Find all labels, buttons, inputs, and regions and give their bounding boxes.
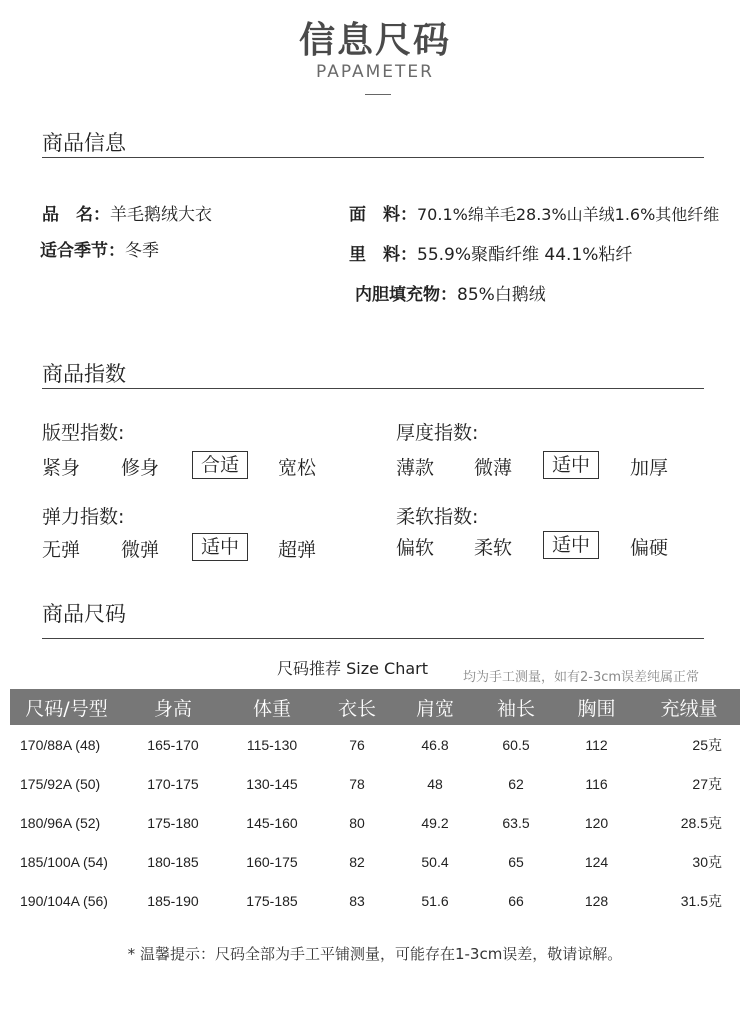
header-size: 尺码/号型 bbox=[10, 689, 123, 725]
table-cell: 120 bbox=[584, 814, 609, 831]
section-divider-size bbox=[42, 638, 704, 639]
table-cell: 130-145 bbox=[246, 775, 298, 792]
table-cell: 116 bbox=[585, 775, 608, 792]
fit-option: 宽松 bbox=[278, 457, 317, 479]
info-fabric-label: 面 料： bbox=[349, 205, 417, 225]
table-cell: 51.6 bbox=[421, 893, 449, 910]
table-row bbox=[10, 764, 740, 803]
header-shoulder: 肩宽 bbox=[393, 689, 477, 725]
table-cell: 83 bbox=[349, 893, 365, 910]
page-title: 信息尺码 bbox=[298, 20, 451, 61]
section-title-size: 商品尺码 bbox=[42, 602, 126, 626]
info-name-value: 羊毛鹅绒大衣 bbox=[110, 205, 212, 225]
table-cell: 63.5 bbox=[502, 814, 530, 831]
softness-option-selected: 适中 bbox=[543, 531, 599, 559]
section-title-product-info: 商品信息 bbox=[42, 131, 126, 155]
table-cell: 50.4 bbox=[421, 854, 449, 871]
fit-option-selected: 合适 bbox=[192, 451, 248, 479]
table-cell: 185-190 bbox=[147, 893, 199, 910]
section-divider-product-index bbox=[42, 388, 704, 389]
thickness-option: 薄款 bbox=[396, 457, 435, 479]
thickness-option: 加厚 bbox=[630, 457, 669, 479]
softness-option: 偏硬 bbox=[630, 537, 669, 559]
table-row bbox=[10, 803, 740, 842]
table-cell: 175/92A (50) bbox=[20, 775, 101, 792]
section-divider-product-info bbox=[42, 157, 704, 158]
table-row bbox=[10, 725, 740, 764]
table-cell: 82 bbox=[349, 854, 365, 871]
table-cell: 124 bbox=[584, 854, 609, 871]
index-title-softness: 柔软指数: bbox=[396, 506, 479, 528]
header-length: 衣长 bbox=[321, 689, 393, 725]
table-cell: 115-130 bbox=[246, 736, 298, 753]
table-cell: 112 bbox=[585, 736, 608, 753]
info-fabric-value: 70.1%绵羊毛28.3%山羊绒1.6%其他纤维 bbox=[417, 205, 720, 224]
thickness-option: 微薄 bbox=[474, 457, 513, 479]
table-cell: 80 bbox=[349, 814, 365, 831]
fit-option: 修身 bbox=[121, 457, 160, 479]
table-cell: 175-185 bbox=[246, 893, 298, 910]
elasticity-option-selected: 适中 bbox=[192, 533, 248, 561]
info-filling bbox=[355, 280, 546, 305]
size-table-header-row bbox=[10, 689, 740, 725]
table-cell: 76 bbox=[349, 736, 365, 753]
header-down-fill: 充绒量 bbox=[638, 689, 740, 725]
size-table bbox=[10, 689, 740, 921]
table-cell: 30克 bbox=[692, 854, 722, 871]
footnote-tip: * 温馨提示：尺码全部为手工平铺测量，可能存在1-3cm误差，敬请谅解。 bbox=[127, 945, 623, 963]
thickness-option-selected: 适中 bbox=[543, 451, 599, 479]
elasticity-option: 无弹 bbox=[42, 539, 81, 561]
info-filling-value: 85%白鹅绒 bbox=[457, 285, 546, 305]
info-season-value: 冬季 bbox=[125, 241, 159, 261]
softness-option: 偏软 bbox=[396, 537, 435, 559]
info-lining bbox=[349, 240, 632, 265]
header-chest: 胸围 bbox=[555, 689, 638, 725]
table-cell: 160-175 bbox=[246, 854, 298, 871]
table-cell: 48 bbox=[427, 775, 443, 792]
header-weight: 体重 bbox=[223, 689, 321, 725]
info-name bbox=[42, 200, 212, 225]
table-cell: 170/88A (48) bbox=[20, 736, 101, 753]
table-cell: 46.8 bbox=[421, 736, 449, 753]
table-cell: 49.2 bbox=[421, 814, 449, 831]
size-chart-caption: 尺码推荐 Size Chart bbox=[277, 659, 428, 678]
table-cell: 175-180 bbox=[147, 814, 199, 831]
index-title-elasticity: 弹力指数: bbox=[42, 506, 125, 528]
info-lining-value: 55.9%聚酯纤维 44.1%粘纤 bbox=[417, 245, 633, 265]
index-title-fit: 版型指数: bbox=[42, 422, 125, 444]
measure-note: 均为手工测量，如有2-3cm误差纯属正常 bbox=[463, 670, 700, 685]
table-cell: 60.5 bbox=[502, 736, 530, 753]
fit-option: 紧身 bbox=[42, 457, 81, 479]
table-cell: 62 bbox=[508, 775, 524, 792]
table-cell: 180-185 bbox=[147, 854, 199, 871]
index-title-thickness: 厚度指数: bbox=[396, 422, 479, 444]
table-cell: 128 bbox=[584, 893, 609, 910]
table-cell: 170-175 bbox=[147, 775, 199, 792]
header-height: 身高 bbox=[123, 689, 223, 725]
info-fabric bbox=[349, 200, 719, 225]
table-cell: 190/104A (56) bbox=[20, 893, 108, 910]
table-cell: 78 bbox=[349, 775, 365, 792]
info-season bbox=[40, 236, 159, 261]
softness-option: 柔软 bbox=[474, 537, 513, 559]
table-cell: 180/96A (52) bbox=[20, 814, 101, 831]
page-subtitle: PAPAMETER bbox=[316, 62, 434, 82]
section-title-product-index: 商品指数 bbox=[42, 362, 126, 386]
info-season-label: 适合季节： bbox=[40, 241, 125, 261]
info-filling-label: 内胆填充物： bbox=[355, 285, 457, 305]
elasticity-option: 微弹 bbox=[121, 539, 160, 561]
elasticity-option: 超弹 bbox=[278, 539, 317, 561]
table-row bbox=[10, 882, 740, 921]
table-cell: 66 bbox=[508, 893, 524, 910]
table-cell: 31.5克 bbox=[680, 893, 722, 910]
table-cell: 165-170 bbox=[147, 736, 199, 753]
header-sleeve: 袖长 bbox=[477, 689, 555, 725]
table-cell: 28.5克 bbox=[680, 814, 722, 831]
table-cell: 27克 bbox=[692, 775, 722, 792]
info-name-label: 品 名： bbox=[42, 205, 110, 225]
title-divider bbox=[365, 94, 391, 95]
table-cell: 145-160 bbox=[246, 814, 298, 831]
table-cell: 25克 bbox=[692, 736, 722, 753]
info-lining-label: 里 料： bbox=[349, 245, 417, 265]
table-row bbox=[10, 843, 740, 882]
table-cell: 65 bbox=[508, 854, 524, 871]
table-cell: 185/100A (54) bbox=[20, 854, 108, 871]
